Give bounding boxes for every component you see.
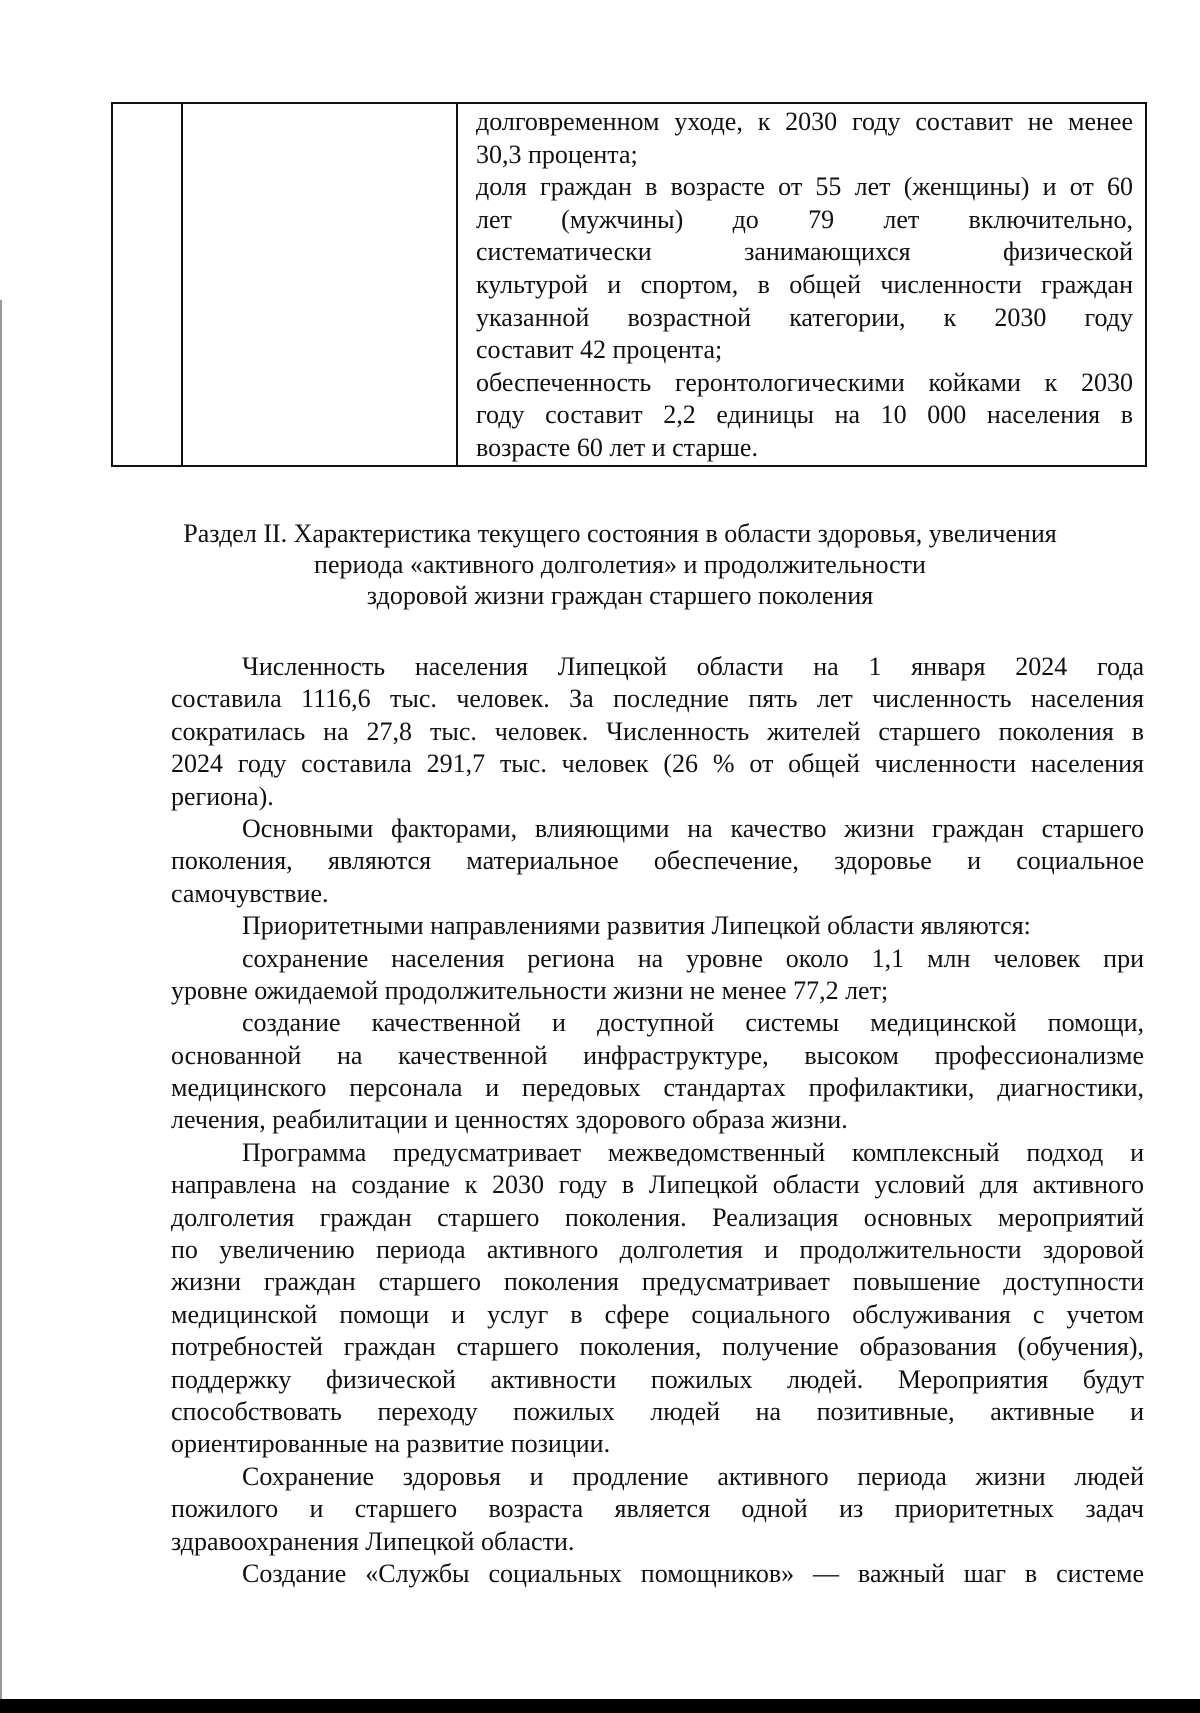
table-text-line: году составит 2,2 единицы на 10 000 населения в (476, 400, 1133, 430)
section-heading-line: Раздел II. Характеристика текущего состояния в области здоровья, увеличения (183, 519, 1057, 548)
scan-edge-bottom (0, 1699, 1200, 1713)
body-line: ориентированные на развитие позиции. (171, 1429, 611, 1459)
table-text-line: лет (мужчины) до 79 лет включительно, (476, 204, 1133, 234)
table-text-line: долговременном уходе, к 2030 году составит не менее (476, 107, 1133, 136)
body-line: поддержку физической активности пожилых людей. Мероприятия будут (171, 1364, 1144, 1394)
body-line: сохранение населения региона на уровне около 1,1 млн человек при (242, 943, 1144, 973)
body-line: жизни граждан старшего поколения предусматривает повышение доступности (171, 1267, 1144, 1297)
body-line: Основными факторами, влияющими на качество жизни граждан старшего (242, 813, 1144, 843)
body-line: самочувствие. (171, 878, 329, 908)
scan-edge-left (0, 300, 2, 1700)
table-cell-indicators (457, 103, 1146, 466)
body-line: пожилого и старшего возраста является одной из приоритетных задач (171, 1494, 1144, 1524)
body-line: создание качественной и доступной системы медицинской помощи, (242, 1008, 1144, 1038)
body-line: Приоритетными направлениями развития Липецкой области являются: (242, 911, 1031, 941)
table-row (112, 103, 1146, 466)
table-text-line: возрасте 60 лет и старше. (476, 432, 758, 462)
body-line: по увеличению периода активного долголетия и продолжительности здоровой (171, 1235, 1144, 1265)
body-line: составила 1116,6 тыс. человек. За последние пять лет численность населения (171, 684, 1144, 714)
continuation-table (111, 102, 1147, 467)
body-line: уровне ожидаемой продолжительности жизни не менее 77,2 лет; (171, 975, 889, 1005)
body-line: Сохранение здоровья и продление активного периода жизни людей (242, 1461, 1144, 1491)
table-cell-number (112, 103, 182, 466)
body-line: лечения, реабилитации и ценностях здорового образа жизни. (171, 1105, 848, 1135)
body-line: медицинского персонала и передовых стандартах профилактики, диагностики, (171, 1073, 1144, 1103)
body-text (171, 651, 1144, 1590)
table-text-line: обеспеченность геронтологическими койками к 2030 (476, 367, 1133, 397)
table-text-line: 30,3 процента; (476, 139, 638, 169)
table-text-line: указанной возрастной категории, к 2030 году (476, 302, 1133, 332)
table-text-line: доля граждан в возрасте от 55 лет (женщины) и от 60 (476, 172, 1133, 202)
body-line: региона). (171, 781, 274, 811)
body-line: способствовать переходу пожилых людей на позитивные, активные и (171, 1396, 1144, 1426)
body-line: сократилась на 27,8 тыс. человек. Численность жителей старшего поколения в (171, 716, 1144, 746)
table-text-line: составит 42 процента; (476, 335, 723, 365)
body-line: 2024 году составила 291,7 тыс. человек (26 % от общей численности населения (171, 749, 1144, 779)
indicators-text (458, 104, 1145, 465)
body-line: медицинской помощи и услуг в сфере социального обслуживания с учетом (171, 1299, 1144, 1329)
body-line: направлена на создание к 2030 году в Липецкой области условий для активного (171, 1170, 1144, 1200)
body-line: потребностей граждан старшего поколения, получение образования (обучения), (171, 1332, 1144, 1362)
table-cell-name (182, 103, 457, 466)
section-heading-line: периода «активного долголетия» и продолжительности (314, 550, 926, 579)
body-line: Численность населения Липецкой области на 1 января 2024 года (242, 652, 1144, 681)
body-line: поколения, являются материальное обеспечение, здоровье и социальное (171, 846, 1144, 876)
body-line: долголетия граждан старшего поколения. Реализация основных мероприятий (171, 1202, 1144, 1232)
body-line: Создание «Службы социальных помощников» — важный шаг в системе (242, 1558, 1144, 1588)
table-text-line: систематически занимающихся физической (476, 237, 1133, 267)
section-heading-line: здоровой жизни граждан старшего поколения (366, 581, 874, 610)
table-text-line: культурой и спортом, в общей численности граждан (476, 269, 1133, 299)
body-line: здравоохранения Липецкой области. (171, 1526, 575, 1556)
body-line: Программа предусматривает межведомственный комплексный подход и (242, 1137, 1144, 1167)
body-line: основанной на качественной инфраструктуре, высоком профессионализме (171, 1040, 1144, 1070)
section-heading (120, 518, 1120, 611)
